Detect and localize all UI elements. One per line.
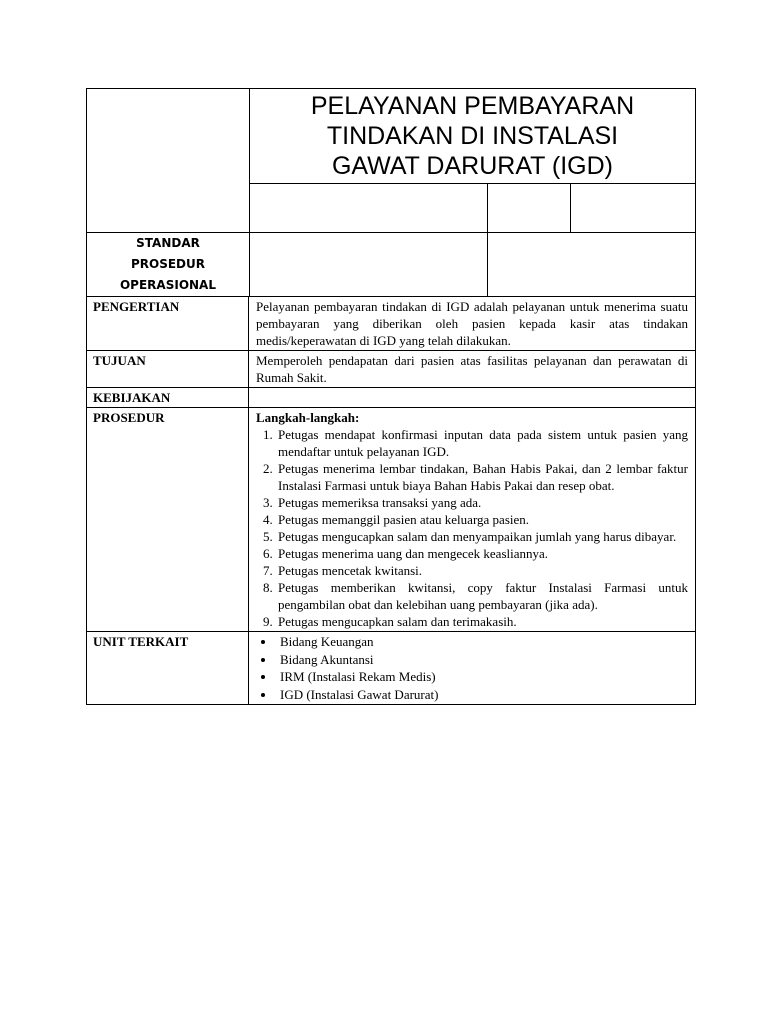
document-title [250, 89, 695, 184]
tujuan-label: TUJUAN [87, 351, 249, 387]
prosedur-label: PROSEDUR [87, 408, 249, 631]
step-item: 6. Petugas menerima uang dan mengecek keasliannya. [276, 545, 688, 562]
row-kebijakan [87, 388, 695, 408]
unit-terkait-label: UNIT TERKAIT [87, 632, 249, 704]
step-item: 2. Petugas menerima lembar tindakan, Bahan Habis Pakai, dan 2 lembar faktur Instalasi Farmasi untuk biaya Bahan Habis Pakai dan resep obat. [276, 460, 688, 494]
kebijakan-label: KEBIJAKAN [87, 388, 249, 407]
sop-document [86, 88, 696, 705]
step-item: 9. Petugas mengucapkan salam dan terimakasih. [276, 613, 688, 630]
unit-item: • Bidang Akuntansi [276, 651, 688, 669]
step-item: 8. Petugas memberikan kwitansi, copy faktur Instalasi Farmasi untuk pengambilan obat dan kelebihan uang pembayaran (jika ada). [276, 579, 688, 613]
sop-label-line-1: STANDAR [136, 236, 200, 250]
step-item: 4. Petugas memanggil pasien atau keluarga pasien. [276, 511, 688, 528]
row-pengertian [87, 297, 695, 351]
prosedur-steps-list [256, 426, 688, 630]
row-tujuan [87, 351, 695, 388]
pengertian-text: Pelayanan pembayaran tindakan di IGD adalah pelayanan untuk menerima suatu pembayaran yang diberikan oleh pasien kepada kasir atas tindakan medis/keperawatan di IGD yang telah dilakukan. [256, 299, 688, 348]
tujuan-text: Memperoleh pendapatan dari pasien atas fasilitas pelayanan dan perawatan di Rumah Sakit. [256, 353, 688, 385]
document-info-row [250, 184, 695, 233]
approval-signature-cell [488, 233, 695, 296]
header-right-column [250, 89, 695, 296]
step-item: 7. Petugas mencetak kwitansi. [276, 562, 688, 579]
step-item: 3. Petugas memeriksa transaksi yang ada. [276, 494, 688, 511]
document-number-cell [250, 184, 488, 232]
unit-terkait-content [249, 632, 695, 704]
unit-item: • IRM (Instalasi Rekam Medis) [276, 668, 688, 686]
row-unit-terkait [87, 632, 695, 704]
logo-cell [87, 89, 249, 233]
prosedur-content [249, 408, 695, 631]
row-prosedur [87, 408, 695, 632]
sop-label-line-2: PROSEDUR [130, 257, 206, 271]
title-line-2: TINDAKAN DI INSTALASI [326, 122, 619, 150]
title-line-1: PELAYANAN PEMBAYARAN [310, 92, 635, 120]
revision-cell [488, 184, 571, 232]
header-left-column [87, 89, 250, 296]
date-signature-row [250, 233, 695, 296]
unit-item: • Bidang Keuangan [276, 633, 688, 651]
sop-label-cell [87, 233, 249, 296]
prosedur-heading: Langkah-langkah: [256, 410, 360, 425]
pengertian-label: PENGERTIAN [87, 297, 249, 350]
page-cell [571, 184, 695, 232]
step-item: 5. Petugas mengucapkan salam dan menyampaikan jumlah yang harus dibayar. [276, 528, 688, 545]
kebijakan-text [249, 388, 695, 407]
document-header [87, 89, 695, 297]
unit-item: • IGD (Instalasi Gawat Darurat) [276, 686, 688, 704]
unit-list [256, 633, 688, 703]
title-line-3: GAWAT DARURAT (IGD) [331, 152, 614, 180]
step-item: 1. Petugas mendapat konfirmasi inputan data pada sistem untuk pasien yang mendaftar untuk pelayanan IGD. [276, 426, 688, 460]
issue-date-cell [250, 233, 488, 296]
sop-label-line-3: OPERASIONAL [119, 278, 216, 292]
